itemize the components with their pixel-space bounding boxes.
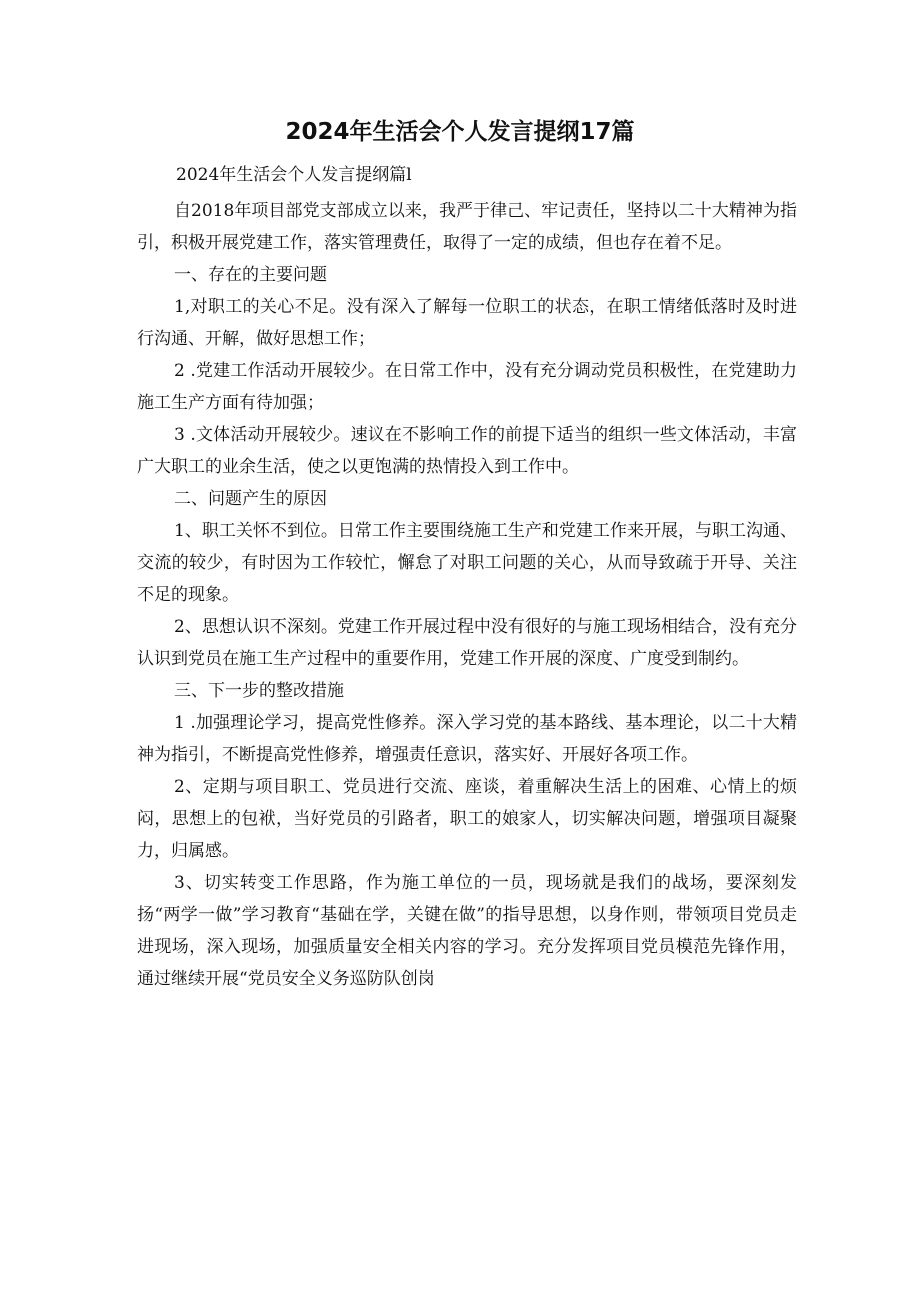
measure-item-1: 1 .加强理论学习，提高党性修养。深入学习党的基本路线、基本理论，以二十大精神为指引，不断提高党性修养，增强责任意识，落实好、开展好各项工作。 xyxy=(137,713,797,765)
measure-item-3: 3、切实转变工作思路，作为施工单位的一员，现场就是我们的战场，要深刻发扬“两学一做”学习教育“基础在学，关键在做”的指导思想，以身作则，带领项目党员走进现场，深入现场，加强质量安全相关内容的学习。充分发挥项目党员模范先锋作用，通过继续开展“党员安全义务巡防队创岗 xyxy=(137,873,797,989)
problem-item-3: 3 .文体活动开展较少。速议在不影响工作的前提下适当的组织一些文体活动，丰富广大职工的业余生活，使之以更饱满的热情投入到工作中。 xyxy=(137,425,797,477)
problem-item-2: 2 .党建工作活动开展较少。在日常工作中，没有充分调动党员积极性，在党建助力施工生产方面有待加强； xyxy=(137,361,797,413)
document-title: 2024年生活会个人发言提纲17篇 xyxy=(285,119,635,145)
measure-item-2: 2、定期与项目职工、党员进行交流、座谈，着重解决生活上的困难、心情上的烦闷，思想上的包袱，当好党员的引路者，职工的娘家人，切实解决问题，增强项目凝聚力，归属感。 xyxy=(137,777,797,861)
problem-item-1: 1,对职工的关心不足。没有深入了解每一位职工的状态，在职工情绪低落时及时进行沟通、开解，做好思想工作； xyxy=(137,297,797,349)
intro-paragraph: 自2018年项目部党支部成立以来，我严于律己、牢记责任，坚持以二十大精神为指引，积极开展党建工作，落实管理费任，取得了一定的成绩，但也存在着不足。 xyxy=(137,201,797,253)
section-heading-causes: 二、问题产生的原因 xyxy=(174,489,327,509)
section-heading-problems: 一、存在的主要问题 xyxy=(174,265,327,285)
document-subtitle: 2024年生活会个人发言提纲篇l xyxy=(176,165,412,185)
cause-item-1: 1、职工关怀不到位。日常工作主要围绕施工生产和党建工作来开展，与职工沟通、交流的较少，有时因为工作较忙，懈怠了对职工问题的关心，从而导致疏于开导、关注不足的现象。 xyxy=(137,521,797,605)
cause-item-2: 2、思想认识不深刻。党建工作开展过程中没有很好的与施工现场相结合，没有充分认识到党员在施工生产过程中的重要作用，党建工作开展的深度、广度受到制约。 xyxy=(137,617,797,669)
document-body xyxy=(137,195,797,995)
section-heading-measures: 三、下一步的整改措施 xyxy=(174,681,344,701)
